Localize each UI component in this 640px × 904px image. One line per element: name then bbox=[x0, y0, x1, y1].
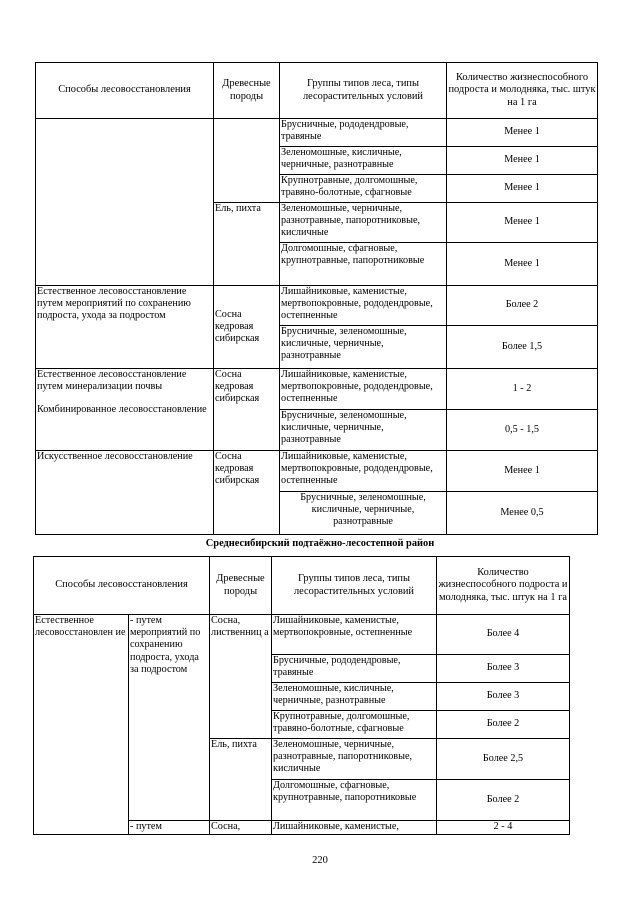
groups-cell: Брусничные, зеленомошные, кисличные, черничные, разнотравные bbox=[280, 410, 447, 451]
species-cell: Сосна кедровая сибирская bbox=[214, 286, 280, 369]
groups-cell: Лишайниковые, каменистые, bbox=[272, 821, 437, 835]
header-amount: Количество жизнеспособного подроста и молодняка, тыс. штук на 1 га bbox=[437, 557, 570, 615]
amount-cell: Более 4 bbox=[437, 615, 570, 655]
species-cell bbox=[214, 119, 280, 203]
method-cell bbox=[36, 369, 214, 451]
species-cell: Сосна, bbox=[210, 821, 272, 835]
header-amount: Количество жизнеспособного подроста и молодняка, тыс. штук на 1 га bbox=[447, 63, 598, 119]
table-header-row bbox=[34, 557, 570, 615]
header-forest-groups: Группы типов леса, типы лесорастительных условий bbox=[280, 63, 447, 119]
page-number: 220 bbox=[312, 855, 328, 866]
amount-cell: Более 2 bbox=[437, 711, 570, 739]
amount-cell: Менее 1 bbox=[447, 147, 598, 175]
amount-cell: 2 - 4 bbox=[437, 821, 570, 835]
table-row bbox=[36, 369, 598, 410]
method-text: Естественное лесовосстановление путем минерализации почвы bbox=[37, 369, 187, 393]
header-forest-groups: Группы типов леса, типы лесорастительных условий bbox=[272, 557, 437, 615]
species-cell: Сосна, лиственниц а bbox=[210, 615, 272, 739]
amount-cell: Более 1,5 bbox=[447, 326, 598, 369]
method-cell bbox=[36, 119, 214, 286]
groups-cell: Лишайниковые, каменистые, мертвопокровные, рододендровые, остепненные bbox=[280, 369, 447, 410]
method-cell: Естественное лесовосстановлен ие bbox=[34, 615, 129, 835]
amount-cell: Менее 1 bbox=[447, 203, 598, 243]
groups-cell: Долгомошные, сфагновые, крупнотравные, папоротниковые bbox=[280, 243, 447, 286]
groups-cell: Брусничные, рододендровые, травяные bbox=[280, 119, 447, 147]
amount-cell: Более 3 bbox=[437, 655, 570, 683]
forest-restoration-table-2 bbox=[33, 556, 570, 835]
groups-cell: Брусничные, рододендровые, травяные bbox=[272, 655, 437, 683]
amount-cell: Более 2 bbox=[447, 286, 598, 326]
submethod-cell: - путем bbox=[129, 821, 210, 835]
amount-cell: Более 2,5 bbox=[437, 739, 570, 780]
header-methods: Способы лесовосстановления bbox=[34, 557, 210, 615]
submethod-cell: - путем мероприятий по сохранению подроста, ухода за подростом bbox=[129, 615, 210, 821]
groups-cell: Зеленомошные, кисличные, черничные, разнотравные bbox=[280, 147, 447, 175]
amount-cell: Менее 0,5 bbox=[447, 492, 598, 535]
table-row bbox=[36, 451, 598, 492]
groups-cell: Долгомошные, сфагновые, крупнотравные, папоротниковые bbox=[272, 780, 437, 821]
species-cell: Сосна кедровая сибирская bbox=[214, 451, 280, 535]
amount-cell: Менее 1 bbox=[447, 119, 598, 147]
table-row bbox=[34, 615, 570, 655]
header-species: Древесные породы bbox=[210, 557, 272, 615]
species-cell: Ель, пихта bbox=[214, 203, 280, 286]
table-row bbox=[36, 286, 598, 326]
method-cell: Естественное лесовосстановление путем мероприятий по сохранению подроста, ухода за подростом bbox=[36, 286, 214, 369]
table-row bbox=[36, 119, 598, 147]
groups-cell: Брусничные, зеленомошные, кисличные, черничные, разнотравные bbox=[280, 326, 447, 369]
header-species: Древесные породы bbox=[214, 63, 280, 119]
method-cell: Искусственное лесовосстановление bbox=[36, 451, 214, 535]
amount-cell: 1 - 2 bbox=[447, 369, 598, 410]
groups-cell: Лишайниковые, каменистые, мертвопокровные, остепненные bbox=[272, 615, 437, 655]
groups-cell: Зеленомошные, кисличные, черничные, разнотравные bbox=[272, 683, 437, 711]
header-methods: Способы лесовосстановления bbox=[36, 63, 214, 119]
table-header-row bbox=[36, 63, 598, 119]
amount-cell: Менее 1 bbox=[447, 451, 598, 492]
amount-cell: Более 2 bbox=[437, 780, 570, 821]
groups-cell: Зеленомошные, черничные, разнотравные, папоротниковые, кисличные bbox=[280, 203, 447, 243]
groups-cell: Зеленомошные, черничные, разнотравные, папоротниковые, кисличные bbox=[272, 739, 437, 780]
region-title: Среднесибирский подтаёжно-лесостепной район bbox=[205, 538, 435, 549]
forest-restoration-table-1 bbox=[35, 62, 598, 535]
amount-cell: Менее 1 bbox=[447, 175, 598, 203]
groups-cell: Лишайниковые, каменистые, мертвопокровные, рододендровые, остепненные bbox=[280, 286, 447, 326]
species-cell: Сосна кедровая сибирская bbox=[214, 369, 280, 451]
groups-cell: Крупнотравные, долгомошные, травяно-болотные, сфагновые bbox=[280, 175, 447, 203]
method-text-combined: Комбинированное лесовосстановление bbox=[37, 404, 207, 416]
species-cell: Ель, пихта bbox=[210, 739, 272, 821]
groups-cell: Крупнотравные, долгомошные, травяно-болотные, сфагновые bbox=[272, 711, 437, 739]
groups-cell: Лишайниковые, каменистые, мертвопокровные, рододендровые, остепненные bbox=[280, 451, 447, 492]
amount-cell: 0,5 - 1,5 bbox=[447, 410, 598, 451]
amount-cell: Более 3 bbox=[437, 683, 570, 711]
groups-cell: Брусничные, зеленомошные, кисличные, черничные, разнотравные bbox=[280, 492, 447, 535]
amount-cell: Менее 1 bbox=[447, 243, 598, 286]
